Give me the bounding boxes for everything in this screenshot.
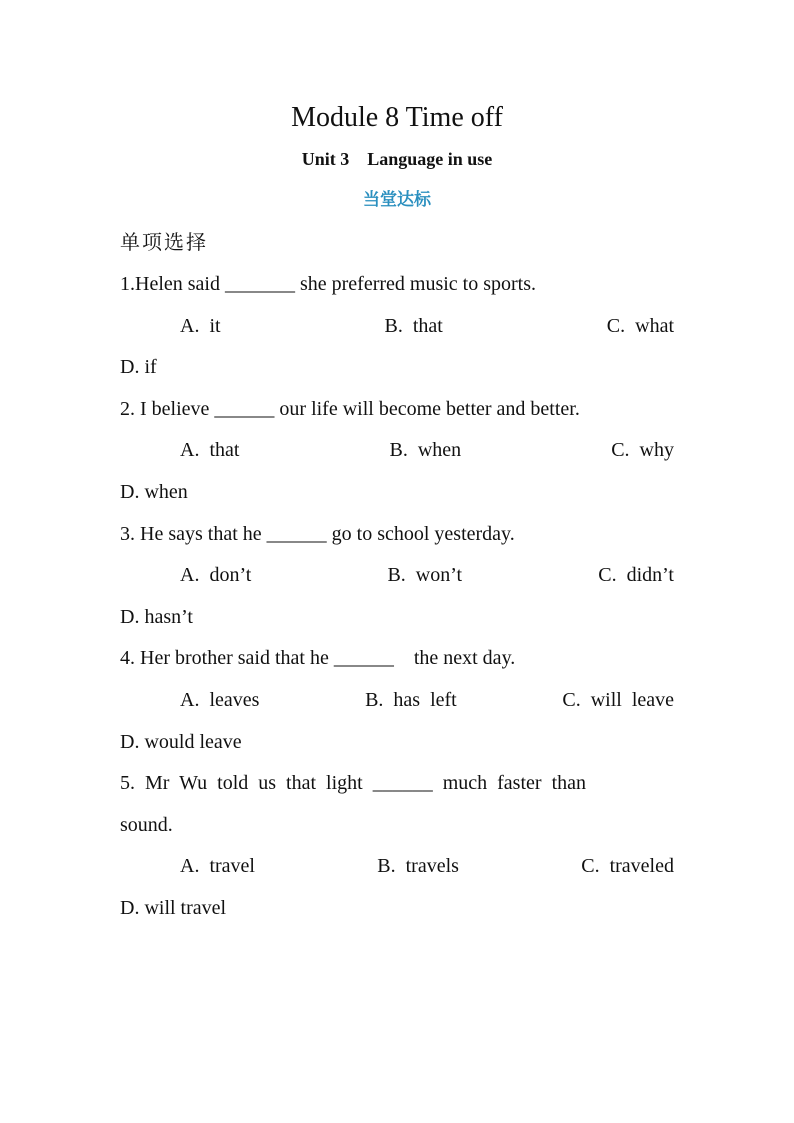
question-5-stem-line1: 5. Mr Wu told us that light ______ much faster than xyxy=(120,772,586,795)
question-5-option-b: B. travels xyxy=(377,855,459,878)
question-1-option-a: A. it xyxy=(180,314,221,337)
question-5-option-a: A. travel xyxy=(180,855,255,878)
question-list xyxy=(120,264,674,930)
page-title: Module 8 Time off xyxy=(291,102,503,133)
question-2-option-b: B. when xyxy=(389,439,462,462)
question-5-option-d: D. will travel xyxy=(120,896,227,919)
question-3-options xyxy=(120,555,674,597)
question-1-option-c: C. what xyxy=(606,314,674,337)
question-1-option-d: D. if xyxy=(120,356,157,379)
unit-subtitle: Unit 3 Language in use xyxy=(301,149,493,169)
question-3-stem: 3. He says that he ______ go to school yesterday. xyxy=(120,522,515,545)
question-4-option-a: A. leaves xyxy=(180,688,260,711)
question-5-options xyxy=(120,846,674,888)
question-2-stem: 2. I believe ______ our life will become better and better. xyxy=(120,397,580,420)
question-2-option-a: A. that xyxy=(180,439,240,462)
question-3-option-a: A. don’t xyxy=(180,564,252,587)
question-2-option-d: D. when xyxy=(120,480,188,503)
question-5-stem-line2: sound. xyxy=(120,813,173,836)
question-4-stem: 4. Her brother said that he ______ the next day. xyxy=(120,647,516,670)
question-3-option-d: D. hasn’t xyxy=(120,605,193,628)
section-tag: 当堂达标 xyxy=(363,190,431,210)
question-2-options xyxy=(120,430,674,472)
question-1-stem: 1.Helen said _______ she preferred music to sports. xyxy=(120,273,537,295)
question-4-option-b: B. has left xyxy=(365,688,457,711)
question-4-options xyxy=(120,680,674,722)
question-1-options xyxy=(120,306,674,348)
question-3-option-b: B. won’t xyxy=(387,564,463,587)
question-4-option-d: D. would leave xyxy=(120,730,242,753)
section-heading: 单项选择 xyxy=(120,230,208,254)
question-1-option-b: B. that xyxy=(384,314,443,337)
question-2-option-c: C. why xyxy=(611,439,674,462)
question-3-option-c: C. didn’t xyxy=(598,564,674,587)
question-4-option-c: C. will leave xyxy=(562,688,674,711)
question-5-option-c: C. traveled xyxy=(581,855,674,878)
